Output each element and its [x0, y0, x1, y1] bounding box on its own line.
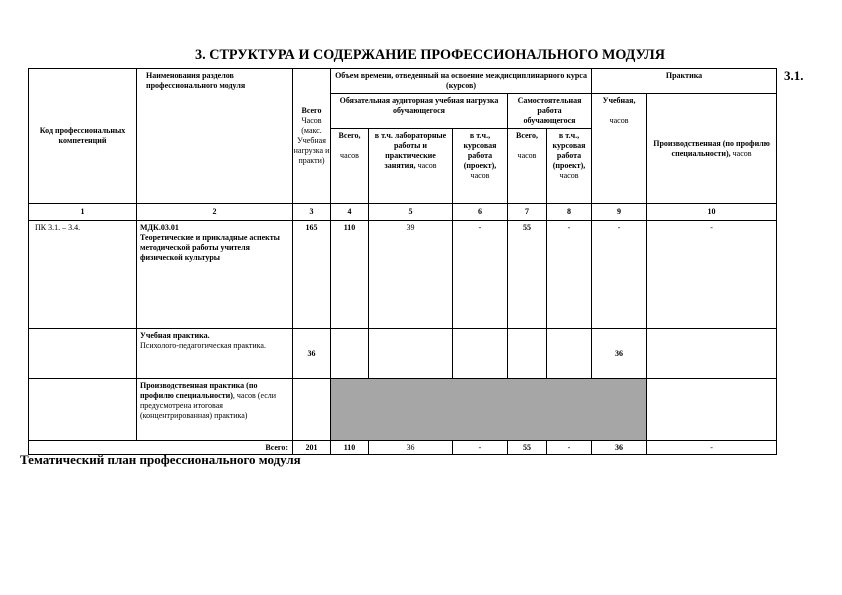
- mdk-independent-coursework: -: [547, 221, 592, 329]
- empty-cell: [647, 379, 777, 441]
- mdk-name: МДК.03.01 Теоретические и прикладные аспекты методической работы учителя физической культуры: [137, 221, 293, 329]
- column-number: 4: [331, 204, 369, 221]
- production-practice-name: Производственная практика (по профилю специальности), часов (если предусмотрена итоговая (концентрированная) практика): [137, 379, 293, 441]
- header-production-practice: Производственная (по профилю специальности), часов: [647, 94, 777, 204]
- header-coursework: в т.ч., курсовая работа (проект), часов: [453, 129, 508, 204]
- educational-practice-name: Учебная практика. Психолого-педагогическая практика.: [137, 329, 293, 379]
- shaded-area: [331, 379, 647, 441]
- header-total-hours: Всего Часов (макс. Учебная нагрузка и практи): [293, 69, 331, 204]
- column-number: 5: [369, 204, 453, 221]
- total-independent: 55: [508, 441, 547, 455]
- total-educational-practice: 36: [592, 441, 647, 455]
- empty-cell: [29, 379, 137, 441]
- header-independent-work: Самостоятельная работа обучающегося: [508, 94, 592, 129]
- competence-code: ПК 3.1. – 3.4.: [29, 221, 137, 329]
- column-number: 3: [293, 204, 331, 221]
- header-independent-coursework: в т.ч., курсовая работа (проект), часов: [547, 129, 592, 204]
- mdk-educational-practice: -: [592, 221, 647, 329]
- table-row: [29, 329, 777, 379]
- section-number: 3.1.: [784, 68, 804, 83]
- total-labs: 36: [369, 441, 453, 455]
- total-label: Всего:: [29, 441, 293, 455]
- mdk-mandatory-total: 110: [331, 221, 369, 329]
- mdk-total: 165: [293, 221, 331, 329]
- column-number: 9: [592, 204, 647, 221]
- header-section-names: Наименования разделов профессионального модуля: [137, 69, 293, 204]
- empty-cell: [647, 329, 777, 379]
- mdk-labs: 39: [369, 221, 453, 329]
- header-independent-total: Всего, часов: [508, 129, 547, 204]
- total-hours: 201: [293, 441, 331, 455]
- header-practice: Практика: [592, 69, 777, 94]
- total-production-practice: -: [647, 441, 777, 455]
- column-number: 6: [453, 204, 508, 221]
- thematic-plan-table: [28, 68, 777, 455]
- empty-cell: [453, 329, 508, 379]
- empty-cell: [508, 329, 547, 379]
- column-number: 1: [29, 204, 137, 221]
- empty-cell: [547, 329, 592, 379]
- page-title: 3. СТРУКТУРА И СОДЕРЖАНИЕ ПРОФЕССИОНАЛЬНОГО МОДУЛЯ: [195, 47, 665, 63]
- header-volume: Объем времени, отведенный на освоение междисциплинарного курса (курсов): [331, 69, 592, 94]
- educational-practice-total: 36: [293, 329, 331, 379]
- total-mandatory: 110: [331, 441, 369, 455]
- header-mandatory-total: Всего, часов: [331, 129, 369, 204]
- subtitle: Тематический план профессионального модуля: [20, 452, 301, 467]
- column-number: 2: [137, 204, 293, 221]
- header-educational-practice: Учебная, часов: [592, 94, 647, 204]
- empty-cell: [331, 329, 369, 379]
- total-independent-coursework: -: [547, 441, 592, 455]
- table-row: [29, 221, 777, 329]
- column-number: 10: [647, 204, 777, 221]
- column-number: 8: [547, 204, 592, 221]
- empty-cell: [369, 329, 453, 379]
- educational-practice-hours: 36: [592, 329, 647, 379]
- header-labs: в т.ч. лабораторные работы и практические занятия, часов: [369, 129, 453, 204]
- mdk-production-practice: -: [647, 221, 777, 329]
- empty-cell: [29, 329, 137, 379]
- empty-cell: [293, 379, 331, 441]
- mdk-coursework: -: [453, 221, 508, 329]
- header-mandatory-load: Обязательная аудиторная учебная нагрузка обучающегося: [331, 94, 508, 129]
- column-number: 7: [508, 204, 547, 221]
- mdk-independent-total: 55: [508, 221, 547, 329]
- table-row: [29, 379, 777, 441]
- column-number-row: [29, 204, 777, 221]
- header-code: Код профессиональных компетенций: [29, 69, 137, 204]
- total-coursework: -: [453, 441, 508, 455]
